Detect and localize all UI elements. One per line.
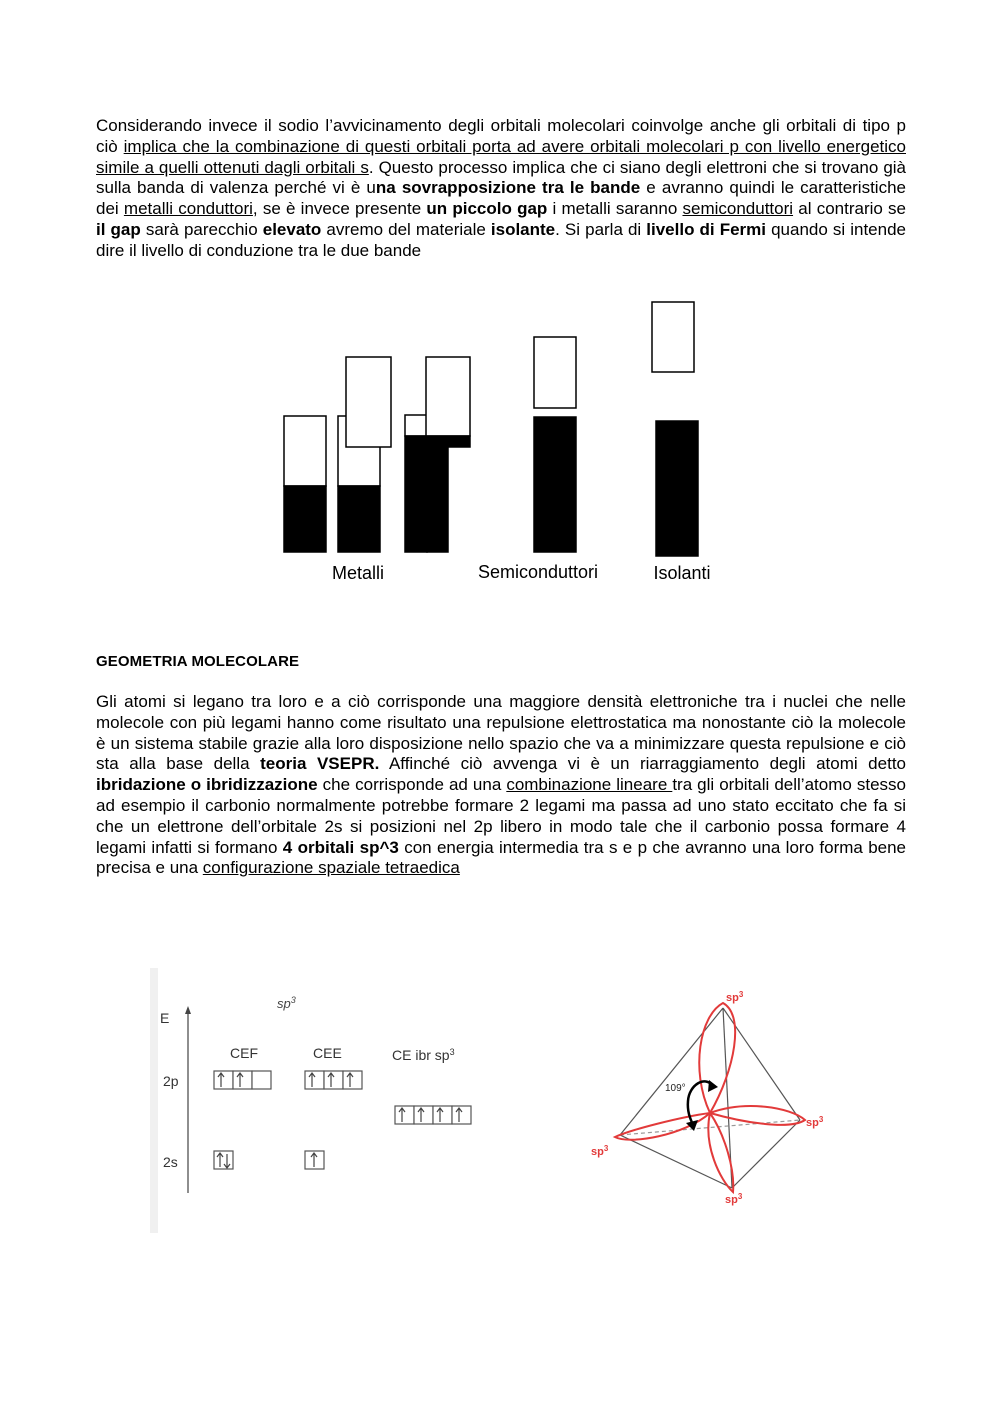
cef-2p-box <box>233 1071 252 1089</box>
underlined-text: metalli conduttori <box>123 199 253 219</box>
label-metalli: Metalli <box>331 563 385 583</box>
metal-band-2-upper <box>346 357 391 447</box>
metal-band-3-upper <box>426 357 470 436</box>
metal-band-2-filled <box>338 486 380 552</box>
text-run: avremo del materiale <box>321 219 491 239</box>
cee-2p-box <box>324 1071 343 1089</box>
row-2p-label: 2p <box>163 1073 179 1089</box>
text-run: Gli atomi si legano tra loro e a ciò corrisponde una maggiore densità elettroniche tra i nuclei che nelle molecole con più legami hanno come risultato una repulsione elettrostatica ma nonostante ciò la molecole è un sistema stabile grazie alla loro disposizione nello spazio che va a minimizzare questa repulsione e ciò sta alla base della <box>96 692 906 774</box>
sp3-label-right: $sp^3$ <box>806 1115 824 1129</box>
angle-label: 109° <box>665 1083 686 1094</box>
underlined-text: implica che la combinazione di questi orbitali porta ad avere orbitali molecolari p con livello energetico simile a quelli ottenuti dagli orbitali s <box>96 136 906 177</box>
sp3-box <box>452 1106 471 1124</box>
orbital-energy-diagram <box>150 968 490 1233</box>
metal-band-3-filled <box>405 436 427 552</box>
insulator-valence-band <box>656 421 698 556</box>
text-run: . Si parla di <box>555 219 647 239</box>
text-run: sarà parecchio <box>140 219 263 239</box>
bold-text: 4 orbitali sp^3 <box>282 837 399 857</box>
cef-2p-box <box>214 1071 233 1089</box>
sp3-lobe-top <box>699 1003 735 1113</box>
column-cef: CEF <box>230 1045 258 1061</box>
text-run: e avranno quindi le caratteristiche dei <box>96 178 906 219</box>
text-run: Affinché ciò avvenga vi è un riarraggiamento degli atomi detto <box>379 754 906 774</box>
label-isolanti: Isolanti <box>653 563 711 583</box>
text-run: . Questo processo implica che ci siano degli elettroni che si trovano già sulla banda di valenza perché vi è u <box>96 157 907 198</box>
cef-2s-box <box>214 1151 233 1169</box>
cef-2p-box <box>252 1071 271 1089</box>
column-ce-ibr: CE ibr $sp^3$ <box>392 1047 455 1063</box>
sp3-lobe-bottom <box>708 1113 733 1192</box>
text-run: tra gli orbitali dell’atomo stesso ad esempio il carbonio normalmente potrebbe formare 2 legami ma passa ad uno stato eccitato che fa si che un elettrone dell’orbitale 2s si posizioni nel 2p libero in modo tale che il carbonio possa formare 4 legami infatti si formano <box>96 775 906 857</box>
text-run: i metalli saranno <box>547 199 683 219</box>
sp3-label-bottom: $sp^3$ <box>725 1192 743 1206</box>
bold-text: un piccolo gap <box>426 199 548 219</box>
column-cee: CEE <box>313 1045 342 1061</box>
semiconductor-conduction-band <box>534 337 576 408</box>
metal-band-1-filled <box>284 486 326 552</box>
tetrahedral-sp3-diagram <box>585 985 835 1210</box>
cee-2p-box <box>305 1071 324 1089</box>
paragraph-molecular-geometry <box>96 692 906 879</box>
metal-band-1-empty <box>284 416 326 486</box>
sp3-label-top: $sp^3$ <box>726 990 744 1004</box>
sp3-box <box>395 1106 414 1124</box>
tetrahedron-edge <box>732 1120 800 1188</box>
semiconductor-valence-band <box>534 417 576 552</box>
bold-text: isolante <box>490 219 556 239</box>
text-run: al contrario se <box>793 199 906 219</box>
cee-2p-box <box>343 1071 362 1089</box>
metal-band-3-empty <box>405 415 427 436</box>
metal-band-3-overlap <box>427 436 470 552</box>
bold-text: livello di Fermi <box>646 219 767 239</box>
sp3-lobe-left <box>615 1113 710 1140</box>
bold-text: ibridazione o ibridizzazione <box>96 775 318 795</box>
sp3-box <box>433 1106 452 1124</box>
text-run: Considerando invece il sodio l’avvicinamento degli orbitali molecolari coinvolge anche gli orbitali di tipo p ciò <box>96 116 906 156</box>
row-2s-label: 2s <box>163 1154 178 1170</box>
energy-axis-label: E <box>160 1010 170 1026</box>
sp3-label-left: $sp^3$ <box>591 1144 609 1158</box>
energy-axis-arrowhead <box>185 1006 191 1014</box>
bold-text: elevato <box>262 219 322 239</box>
band-diagram <box>270 290 740 600</box>
paragraph-band-theory <box>96 116 906 262</box>
underlined-text: semiconduttori <box>682 199 794 219</box>
bold-text: il gap <box>96 219 141 239</box>
bold-text: teoria VSEPR. <box>260 754 380 774</box>
section-heading: GEOMETRIA MOLECOLARE <box>96 653 300 670</box>
angle-arrowhead <box>708 1080 718 1092</box>
underlined-text: combinazione lineare <box>506 775 673 795</box>
sp3-box <box>414 1106 433 1124</box>
text-run: che corrisponde ad una <box>317 775 507 795</box>
label-semiconduttori: Semiconduttori <box>477 562 599 582</box>
sp3-lobe-right <box>710 1106 805 1125</box>
text-run: , se è invece presente <box>252 199 427 219</box>
bold-text: na sovrapposizione tra le bande <box>375 178 641 198</box>
insulator-conduction-band <box>652 302 694 372</box>
underlined-text: configurazione spaziale tetraedica <box>202 858 460 878</box>
text-run: con energia intermedia tra s e p che avranno una loro forma bene precisa e una <box>96 837 907 878</box>
text-run: quando si intende dire il livello di conduzione tra le due bande <box>96 219 906 260</box>
sp3-top-label: $sp^3$ <box>277 995 296 1011</box>
